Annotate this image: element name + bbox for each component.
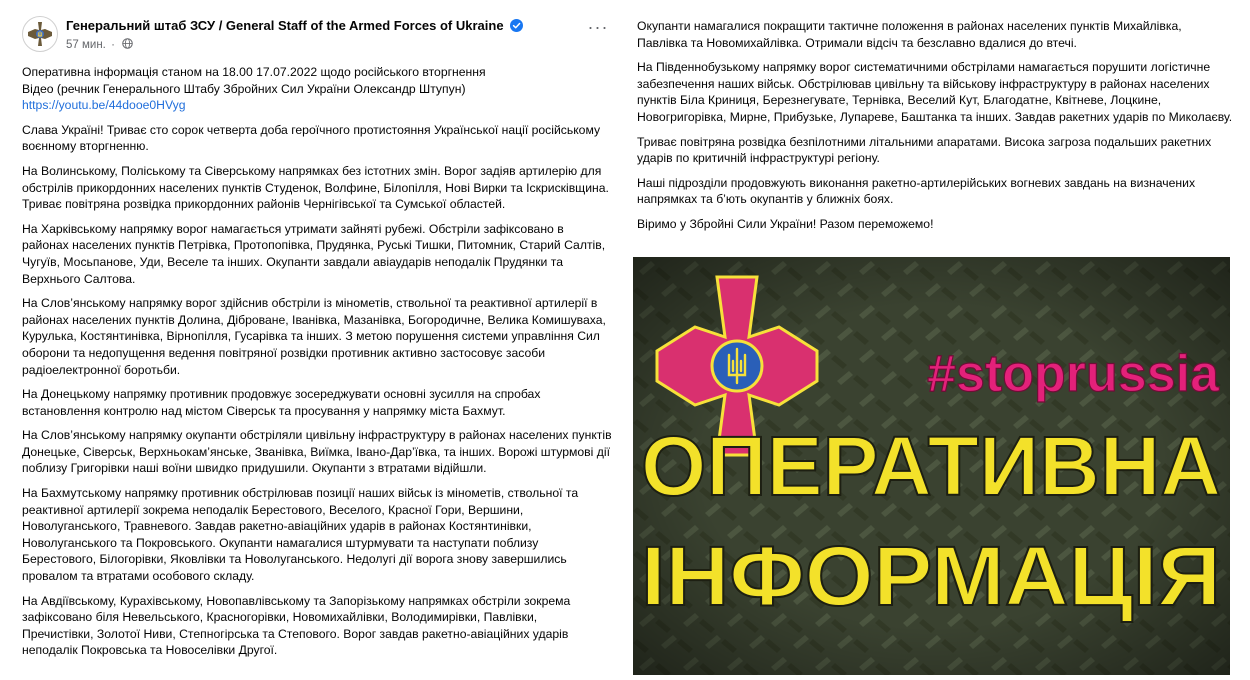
- post-text-right-column: [637, 18, 1235, 241]
- post-text-left-column: [22, 64, 612, 667]
- paragraph: На Донецькому напрямку противник продовжує зосереджувати основні зусилля на спробах встановлення контролю над містом Сіверськ та просування у напрямку міста Бахмут.: [22, 387, 541, 418]
- post-timestamp[interactable]: 57 мин.: [66, 39, 106, 51]
- page-name-link[interactable]: [66, 18, 523, 33]
- paragraph: Слава Україні! Триває сто сорок четверта доба героїчного протистояння Української нації російському воєнному вторгненню.: [22, 122, 601, 154]
- intro-block: [22, 64, 612, 114]
- youtube-link[interactable]: https://youtu.be/44dooe0HVyg: [22, 98, 186, 113]
- paragraph: На Авдіївському, Курахівському, Новопавлівському та Запорізькому напрямках обстріли зокрема зафіксовано біля Невельського, Красногорівки, Новомихайлівки, Володимирівки, Павлівки, Пречистівки, Золотої Ниви, Степногірська та Степового. Ворог завдав ракетно-авіаційних ударів неподалік Покровська та Новоселівки Другої.: [22, 593, 571, 658]
- page-name-text[interactable]: Генеральний штаб ЗСУ / General Staff of the Armed Forces of Ukraine: [66, 18, 504, 33]
- more-options-button[interactable]: [584, 17, 612, 42]
- paragraph: На Харківському напрямку ворог намагається утримати зайняті рубежі. Обстріли зафіксовано в районах населених пунктів Петрівка, Протопопівка, Прудянка, Руські Тишки, Питомник, Старий Салтів, Чугуїв, Мосьпанове, Уди, Веселе та інших. Окупанти завдали авіаударів неподалік Прудянки та Верхнього Салтова.: [22, 221, 606, 286]
- headline-line-2: ІНФОРМАЦІЯ: [641, 529, 1221, 623]
- verified-badge-icon: [510, 19, 523, 32]
- post-meta: [66, 38, 133, 51]
- paragraph: На Південнобузькому напрямку ворог систематичними обстрілами намагається порушити логістичне забезпечення наших військ. Обстрілював цивільну та військову інфраструктуру в районах населених пунктів Біла Криниця, Березнегувате, Тернівка, Веселий Кут, Благодатне, Квітневе, Лоцкине, Новогригорівка, Мирне, Прибузьке, Лупареве, Баштанка та інших. Завдав ракетних ударів по Миколаєву.: [637, 60, 1233, 124]
- post-image[interactable]: [633, 257, 1230, 675]
- post-image-graphic: [633, 257, 1230, 675]
- paragraph: На Бахмутському напрямку противник обстрілював позиції наших військ із мінометів, ствольної та реактивної артилерії зокрема неподалік Берестового, Веселого, Красної Гори, Вершини, Новолуганського, Травневого. Завдав ракетно-авіаційних ударів в районах Костянтинівки, Новолуганського та Покровського. Окупанти намагалися штурмувати та наступати поблизу Берестового, Білогорівки, Яковлівки та Новолуганського. Недолугі дії ворога знову завершились провалом та втратами особового складу.: [22, 486, 579, 584]
- paragraph: Наші підрозділи продовжують виконання ракетно-артилерійських вогневих завдань на визначених напрямках та б’ють окупантів у ближніх боях.: [637, 175, 1196, 207]
- post-header: [22, 16, 612, 56]
- more-options-icon: ···: [587, 17, 609, 37]
- paragraph: На Слов’янському напрямку окупанти обстріляли цивільну інфраструктуру в районах населених пунктів Донецьке, Сіверськ, Верхньокам’янське, Званівка, Виїмка, Івано-Дар’ївка, та інших. Ворожі штурмові дії поблизу Григорівки наші воїни швидко придушили. Окупанти з втратами відійшли.: [22, 428, 612, 476]
- paragraph: Триває повітряна розвідка безпілотними літальними апаратами. Висока загроза подальших ракетних ударів по критичній інфраструктурі регіону.: [637, 134, 1212, 166]
- paragraph: На Слов’янському напрямку ворог здійснив обстріли із мінометів, ствольної та реактивної артилерії в районах населених пунктів Долина, Діброване, Іванівка, Мазанівка, Богородичне, Велика Комишуваха, Курулька, Костянтинівка, Вірнопілля, Гусарівка та інших. З метою порушення системи управління Сил оборони та недопущення ведення повітряної розвідки противник активно застосовує засоби радіоелектронної боротьби.: [22, 296, 606, 377]
- armed-forces-cross-icon: [27, 21, 53, 47]
- intro-line-1: Оперативна інформація станом на 18.00 17.07.2022 щодо російського вторгнення: [22, 65, 486, 79]
- intro-line-2: Відео (речник Генерального Штабу Збройних Сил України Олександр Штупун): [22, 81, 466, 96]
- page-avatar[interactable]: [22, 16, 58, 52]
- paragraph: Окупанти намагалися покращити тактичне положення в районах населених пунктів Михайлівка, Павлівка та Новомихайлівка. Отримали відсіч та безславно вдалися до втечі.: [637, 19, 1182, 50]
- paragraph: На Волинському, Поліському та Сіверському напрямках без істотних змін. Ворог задіяв артилерію для обстрілів прикордонних населених пунктів Студенок, Волфине, Білопілля, Нові Вирки та Іскрисківщина. Триває повітряна розвідка прикордонних районів Чернігівської та Сумської областей.: [22, 163, 609, 212]
- meta-separator: ·: [111, 39, 115, 51]
- headline-line-1: ОПЕРАТИВНА: [641, 419, 1221, 513]
- paragraph: Віримо у Збройні Сили України! Разом переможемо!: [637, 216, 934, 231]
- hashtag-text: #stoprussia: [927, 345, 1219, 403]
- globe-icon[interactable]: [122, 38, 133, 49]
